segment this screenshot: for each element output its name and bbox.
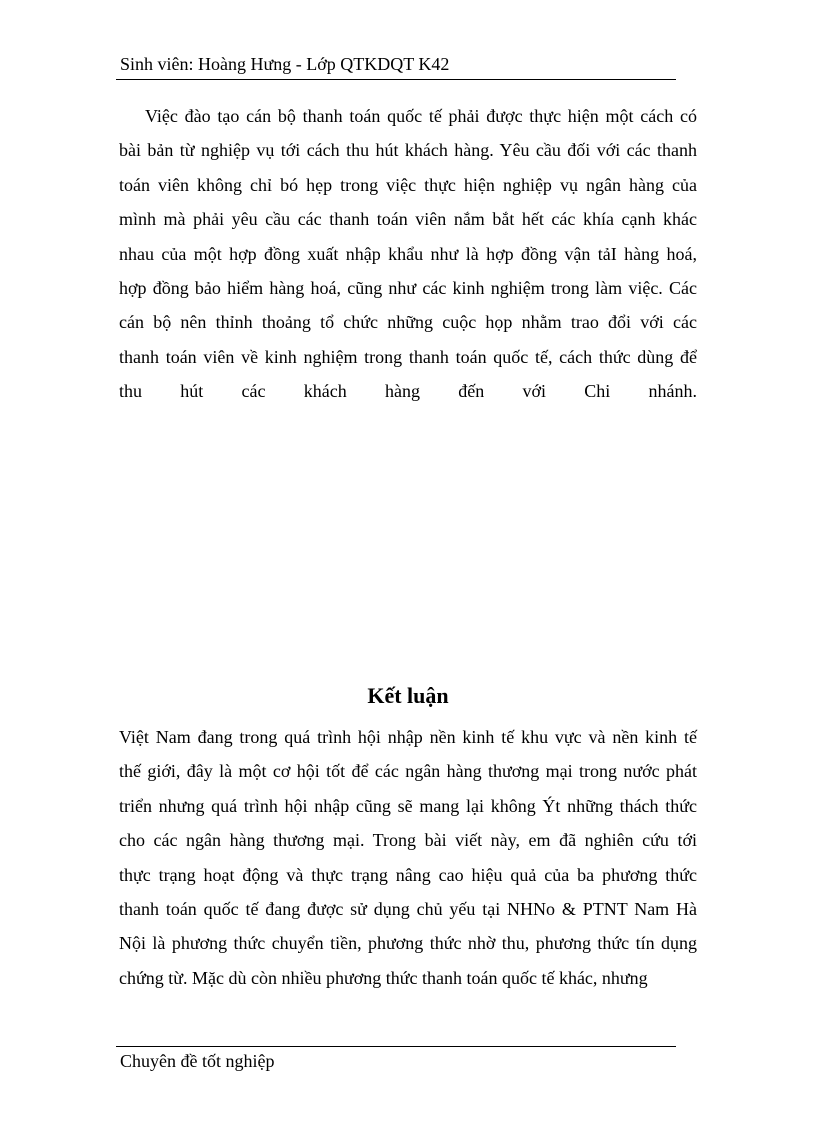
paragraph-line: Nội là phương thức chuyển tiền, phương thức nhờ thu, phương thức tín dụng [119, 933, 697, 954]
paragraph-line: hợp đồng bảo hiểm hàng hoá, cũng như các kinh nghiệm trong làm việc. Các [119, 277, 697, 298]
paragraph-line: Việc đào tạo cán bộ thanh toán quốc tế phải được thực hiện một cách có [145, 106, 697, 126]
page-footer: Chuyên đề tốt nghiệp [120, 1051, 275, 1071]
paragraph-line: nhau của một hợp đồng xuất nhập khẩu như là hợp đồng vận tảI hàng hoá, [119, 243, 697, 264]
paragraph-line: thanh toán viên về kinh nghiệm trong thanh toán quốc tế, cách thức dùng để [119, 346, 697, 367]
paragraph-training [119, 99, 697, 409]
paragraph-line: thực trạng hoạt động và thực trạng nâng cao hiệu quả của ba phương thức [119, 864, 697, 885]
paragraph-line: chứng từ. Mặc dù còn nhiều phương thức thanh toán quốc tế khác, nhưng [119, 967, 648, 988]
paragraph-line: thanh toán quốc tế đang được sử dụng chủ yếu tại NHNo & PTNT Nam Hà [119, 898, 697, 919]
section-title: Kết luận [367, 683, 449, 708]
paragraph-line: thế giới, đây là một cơ hội tốt để các ngân hàng thương mại trong nước phát [119, 761, 697, 782]
paragraph-line: cán bộ nên thỉnh thoảng tổ chức những cuộc họp nhằm trao đổi với các [119, 312, 697, 333]
paragraph-line: Việt Nam đang trong quá trình hội nhập nền kinh tế khu vực và nền kinh tế [119, 727, 697, 747]
paragraph-line: bài bản từ nghiệp vụ tới cách thu hút khách hàng. Yêu cầu đối với các thanh [119, 140, 697, 161]
page-header: Sinh viên: Hoàng Hưng - Lớp QTKDQT K42 [120, 54, 450, 74]
paragraph-conclusion [119, 720, 697, 995]
paragraph-line: thu hút các khách hàng đến với Chi nhánh. [119, 381, 697, 402]
paragraph-line: mình mà phải yêu cầu các thanh toán viên nắm bắt hết các khía cạnh khác [119, 209, 697, 230]
header-divider [116, 79, 676, 80]
paragraph-line: toán viên không chỉ bó hẹp trong việc thực hiện nghiệp vụ ngân hàng của [119, 174, 697, 195]
paragraph-line: cho các ngân hàng thương mại. Trong bài viết này, em đã nghiên cứu tới [119, 830, 697, 851]
footer-divider [116, 1046, 676, 1047]
paragraph-line: triển nhưng quá trình hội nhập cũng sẽ mang lại không Ýt những thách thức [119, 795, 697, 816]
